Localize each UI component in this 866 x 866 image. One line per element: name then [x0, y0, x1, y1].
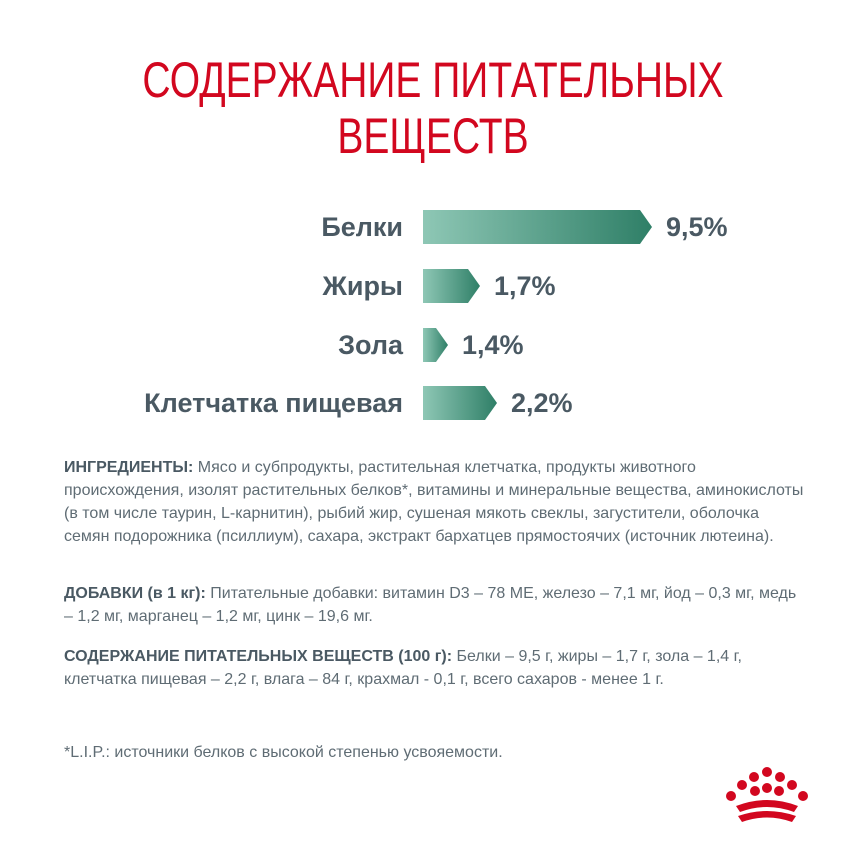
nutrient-bar-chart	[0, 195, 866, 435]
nutrients-text: Белки – 9,5 г, жиры – 1,7 г, зола – 1,4 г, клетчатка пищевая – 2,2 г, влага – 84 г, крахмал - 0,1 г, всего сахаров - менее 1 г.	[64, 648, 742, 688]
bar-value-label: 1,7%	[494, 271, 556, 301]
additives-text: Питательные добавки: витамин D3 – 78 МЕ, железо – 7,1 мг, йод – 0,3 мг, медь – 1,2 мг, марганец – 1,2 мг, цинк – 19,6 мг.	[64, 585, 797, 625]
bar-label: Зола	[338, 330, 403, 360]
additives-heading: ДОБАВКИ (в 1 кг):	[64, 585, 206, 602]
page-title: СОДЕРЖАНИЕ ПИТАТЕЛЬНЫХ ВЕЩЕСТВ	[142, 52, 724, 164]
ingredients-section	[64, 456, 804, 548]
bar	[423, 269, 480, 303]
ingredients-heading: ИНГРЕДИЕНТЫ:	[64, 459, 194, 476]
ingredients-text: Мясо и субпродукты, растительная клетчатка, продукты животного происхождения, изолят растительных белков*, витамины и минеральные вещества, аминокислоты (в том числе таурин, L-карнитин), рыбий жир, сушеная мякоть свеклы, загустители, оболочка семян подорожника (псиллиум), сахара, экстракт бархатцев прямостоячих (источник лютеина).	[64, 459, 804, 545]
bar-label: Жиры	[322, 271, 403, 301]
bar	[423, 328, 448, 362]
nutrients-section	[64, 645, 804, 691]
bar	[423, 210, 652, 244]
bar-label: Клетчатка пищевая	[144, 388, 403, 418]
bar-value-label: 9,5%	[666, 212, 728, 242]
nutrients-heading: СОДЕРЖАНИЕ ПИТАТЕЛЬНЫХ ВЕЩЕСТВ (100 г):	[64, 648, 453, 665]
crown-icon	[722, 766, 812, 828]
bar-value-label: 1,4%	[462, 330, 524, 360]
bar-value-label: 2,2%	[511, 388, 573, 418]
footnote: *L.I.P.: источники белков с высокой степенью усвояемости.	[64, 744, 503, 761]
bar	[423, 386, 497, 420]
additives-section	[64, 582, 804, 628]
bar-label: Белки	[321, 212, 403, 242]
